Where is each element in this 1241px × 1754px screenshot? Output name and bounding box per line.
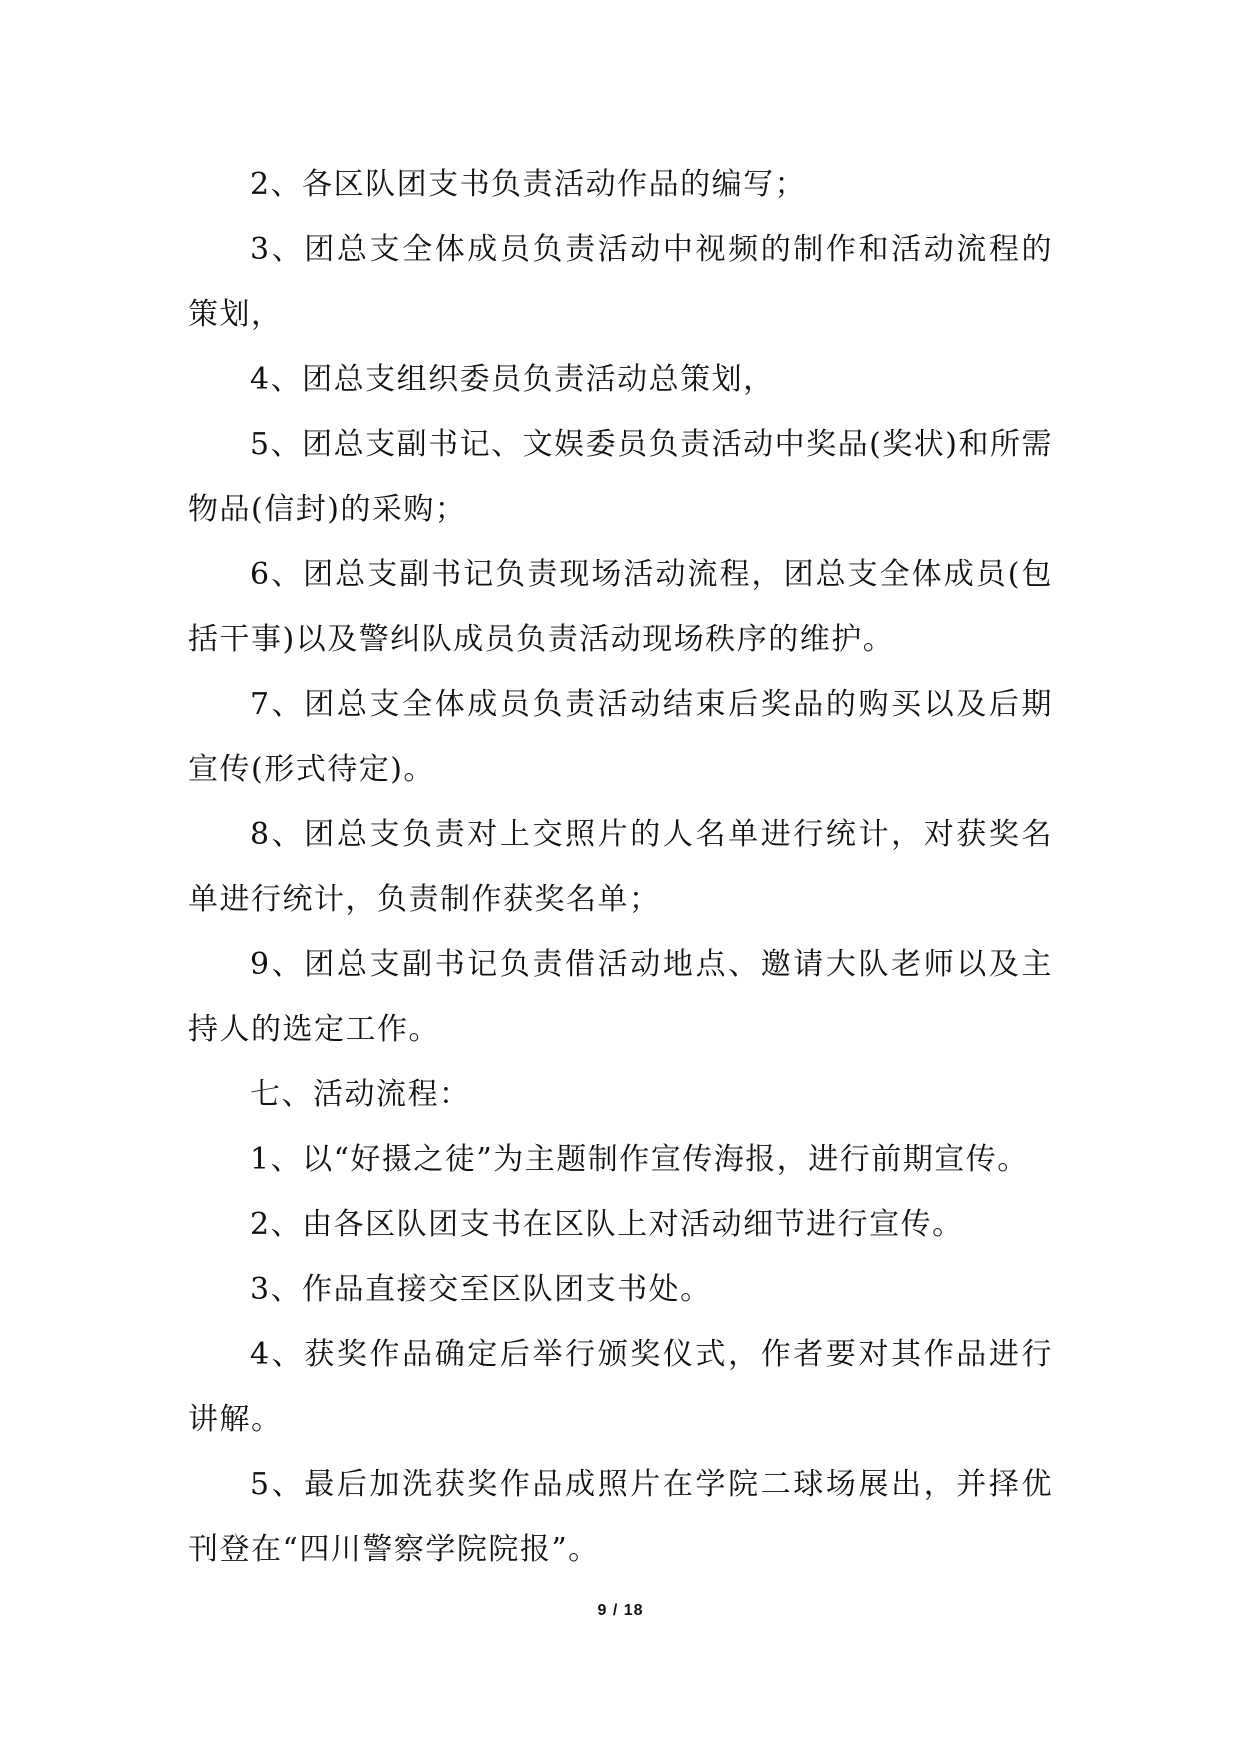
paragraph-flow-3: 3、作品直接交至区队团支书处。 bbox=[250, 1272, 712, 1307]
section-heading-activity-flow: 七、活动流程： bbox=[250, 1077, 471, 1112]
paragraph-duty-4: 4、团总支组织委员负责活动总策划， bbox=[250, 362, 775, 397]
paragraph-duty-8: 8、团总支负责对上交照片的人名单进行统计，对获奖名单进行统计，负责制作获奖名单； bbox=[188, 817, 1053, 917]
paragraph-flow-5: 5、最后加洗获奖作品成照片在学院二球场展出，并择优刊登在“四川警察学院院报”。 bbox=[188, 1467, 1053, 1567]
paragraph-duty-9: 9、团总支副书记负责借活动地点、邀请大队老师以及主持人的选定工作。 bbox=[188, 947, 1053, 1047]
paragraph-flow-1: 1、以“好摄之徒”为主题制作宣传海报，进行前期宣传。 bbox=[250, 1142, 1029, 1177]
paragraph-duty-6: 6、团总支副书记负责现场活动流程，团总支全体成员(包括干事)以及警纠队成员负责活动现场秩序的维护。 bbox=[188, 557, 1053, 657]
paragraph-flow-4: 4、获奖作品确定后举行颁奖仪式，作者要对其作品进行讲解。 bbox=[188, 1337, 1053, 1437]
paragraph-duty-7: 7、团总支全体成员负责活动结束后奖品的购买以及后期宣传(形式待定)。 bbox=[188, 687, 1053, 787]
document-body bbox=[188, 152, 1053, 1582]
paragraph-duty-3: 3、团总支全体成员负责活动中视频的制作和活动流程的策划， bbox=[188, 232, 1053, 332]
page-number: 9 / 18 bbox=[597, 1602, 644, 1619]
paragraph-duty-2: 2、各区队团支书负责活动作品的编写； bbox=[250, 167, 807, 202]
paragraph-flow-2: 2、由各区队团支书在区队上对活动细节进行宣传。 bbox=[250, 1207, 964, 1242]
paragraph-duty-5: 5、团总支副书记、文娱委员负责活动中奖品(奖状)和所需物品(信封)的采购； bbox=[188, 427, 1053, 527]
